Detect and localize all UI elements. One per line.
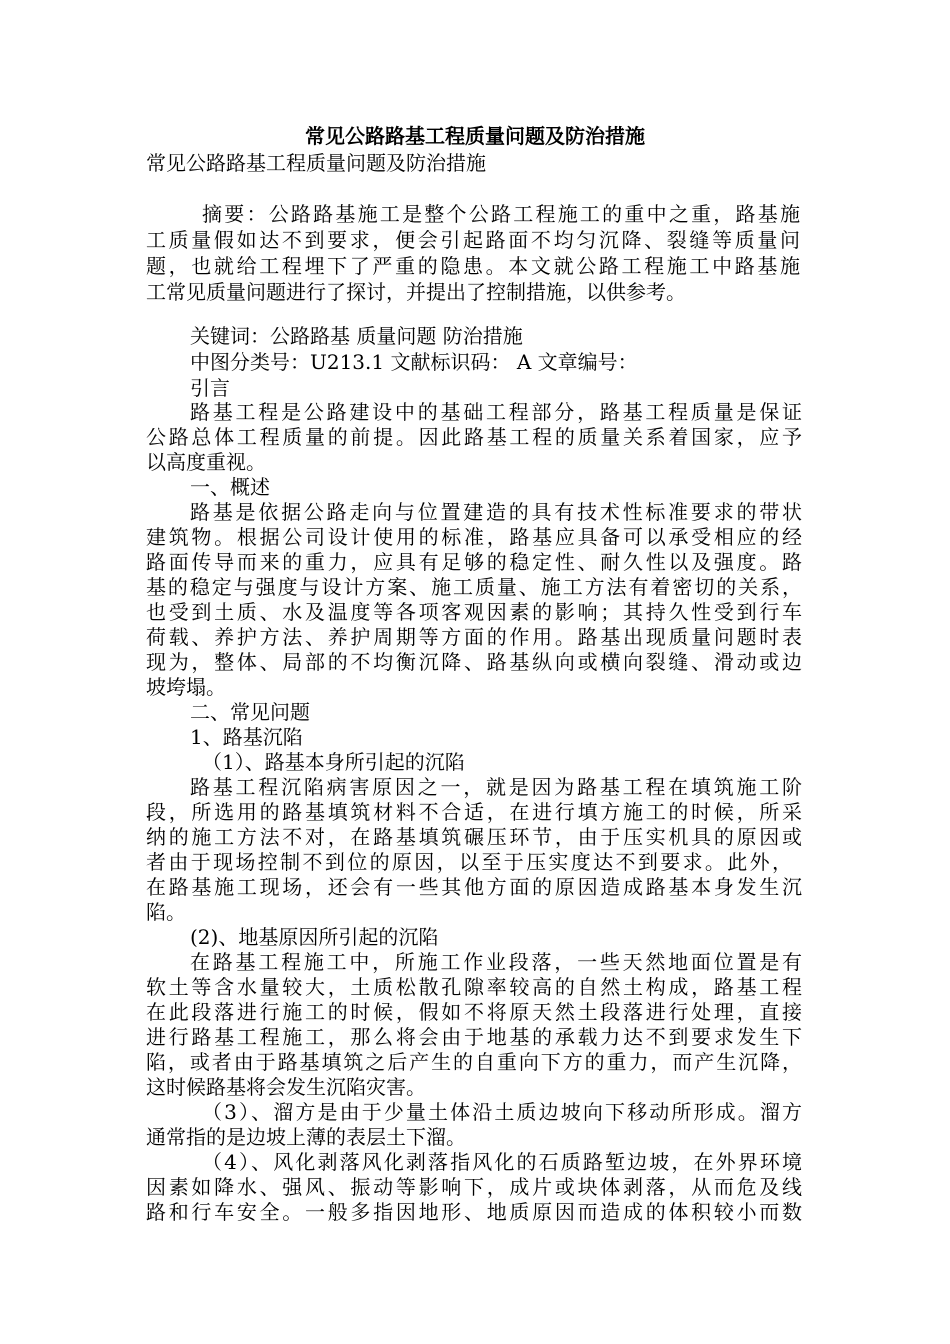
body-line: 也受到土质、水及温度等各项客观因素的影响；其持久性受到行车 bbox=[146, 600, 802, 624]
body-line: 在路基工程施工中，所施工作业段落，一些天然地面位置是有 bbox=[190, 950, 802, 974]
body-line: 路基工程是公路建设中的基础工程部分，路基工程质量是保证 bbox=[190, 400, 802, 424]
body-line: 建筑物。根据公司设计使用的标准，路基应具备可以承受相应的经 bbox=[146, 525, 802, 549]
body-line: 路面传导而来的重力，应具有足够的稳定性、耐久性以及强度。路 bbox=[146, 550, 802, 574]
body-line: 路和行车安全。一般多指因地形、地质原因而造成的体积较小而数 bbox=[146, 1200, 802, 1224]
body-line: 纳的施工方法不对，在路基填筑碾压环节，由于压实机具的原因或 bbox=[146, 825, 802, 849]
subtitle-line: 常见公路路基工程质量问题及防治措施 bbox=[146, 151, 486, 175]
body-line: 坡垮塌。 bbox=[146, 675, 226, 699]
body-line: 路基工程沉陷病害原因之一，就是因为路基工程在填筑施工阶 bbox=[190, 775, 802, 799]
body-line: （4）、风化剥落风化剥落指风化的石质路堑边坡，在外界环境 bbox=[202, 1150, 802, 1174]
body-line: 陷，或者由于路基填筑之后产生的自重向下方的重力，而产生沉降， bbox=[146, 1050, 802, 1074]
subsection-heading: （1）、路基本身所引起的沉陷 bbox=[202, 750, 465, 774]
body-line: （3）、溜方是由于少量土体沿土质边坡向下移动所形成。溜方 bbox=[202, 1100, 802, 1124]
body-line: 段，所选用的路基填筑材料不合适，在进行填方施工的时候，所采 bbox=[146, 800, 802, 824]
section-heading: 二、常见问题 bbox=[190, 700, 310, 724]
body-line: 以高度重视。 bbox=[146, 450, 266, 474]
section-heading: 引言 bbox=[190, 376, 230, 400]
body-line: 公路总体工程质量的前提。因此路基工程的质量关系着国家，应予 bbox=[146, 425, 802, 449]
document-title: 常见公路路基工程质量问题及防治措施 bbox=[305, 124, 645, 148]
body-line: 路基是依据公路走向与位置建造的具有技术性标准要求的带状 bbox=[190, 500, 802, 524]
abstract-line: 工常见质量问题进行了探讨，并提出了控制措施，以供参考。 bbox=[146, 280, 686, 304]
abstract-line: 摘要：公路路基施工是整个公路工程施工的重中之重，路基施 bbox=[202, 202, 800, 226]
body-line: 在此段落进行施工的时候，假如不将原天然土段落进行处理，直接 bbox=[146, 1000, 802, 1024]
body-line: 软土等含水量较大，土质松散孔隙率较高的自然土构成，路基工程 bbox=[146, 975, 802, 999]
body-line: 通常指的是边坡上薄的表层土下溜。 bbox=[146, 1125, 466, 1149]
body-line: 陷。 bbox=[146, 900, 186, 924]
body-line: 者由于现场控制不到位的原因，以至于压实度达不到要求。此外， bbox=[146, 850, 792, 874]
body-line: 进行路基工程施工，那么将会由于地基的承载力达不到要求发生下 bbox=[146, 1025, 802, 1049]
body-line: 这时候路基将会发生沉陷灾害。 bbox=[146, 1075, 426, 1099]
body-line: 因素如降水、强风、振动等影响下，成片或块体剥落，从而危及线 bbox=[146, 1175, 802, 1199]
body-line: 在路基施工现场，还会有一些其他方面的原因造成路基本身发生沉 bbox=[146, 875, 802, 899]
keywords-line: 关键词：公路路基 质量问题 防治措施 bbox=[190, 324, 523, 348]
abstract-line: 题，也就给工程埋下了严重的隐患。本文就公路工程施工中路基施 bbox=[146, 254, 800, 278]
body-line: 现为，整体、局部的不均衡沉降、路基纵向或横向裂缝、滑动或边 bbox=[146, 650, 802, 674]
body-line: 荷载、养护方法、养护周期等方面的作用。路基出现质量问题时表 bbox=[146, 625, 802, 649]
section-heading: 一、概述 bbox=[190, 475, 270, 499]
abstract-line: 工质量假如达不到要求，便会引起路面不均匀沉降、裂缝等质量问 bbox=[146, 228, 800, 252]
classification-line: 中图分类号：U213.1 文献标识码： A 文章编号： bbox=[190, 350, 638, 374]
subsection-heading: (2)、地基原因所引起的沉陷 bbox=[190, 925, 439, 949]
subsection-heading: 1、路基沉陷 bbox=[190, 725, 303, 749]
body-line: 基的稳定与强度与设计方案、施工质量、施工方法有着密切的关系， bbox=[146, 575, 802, 599]
